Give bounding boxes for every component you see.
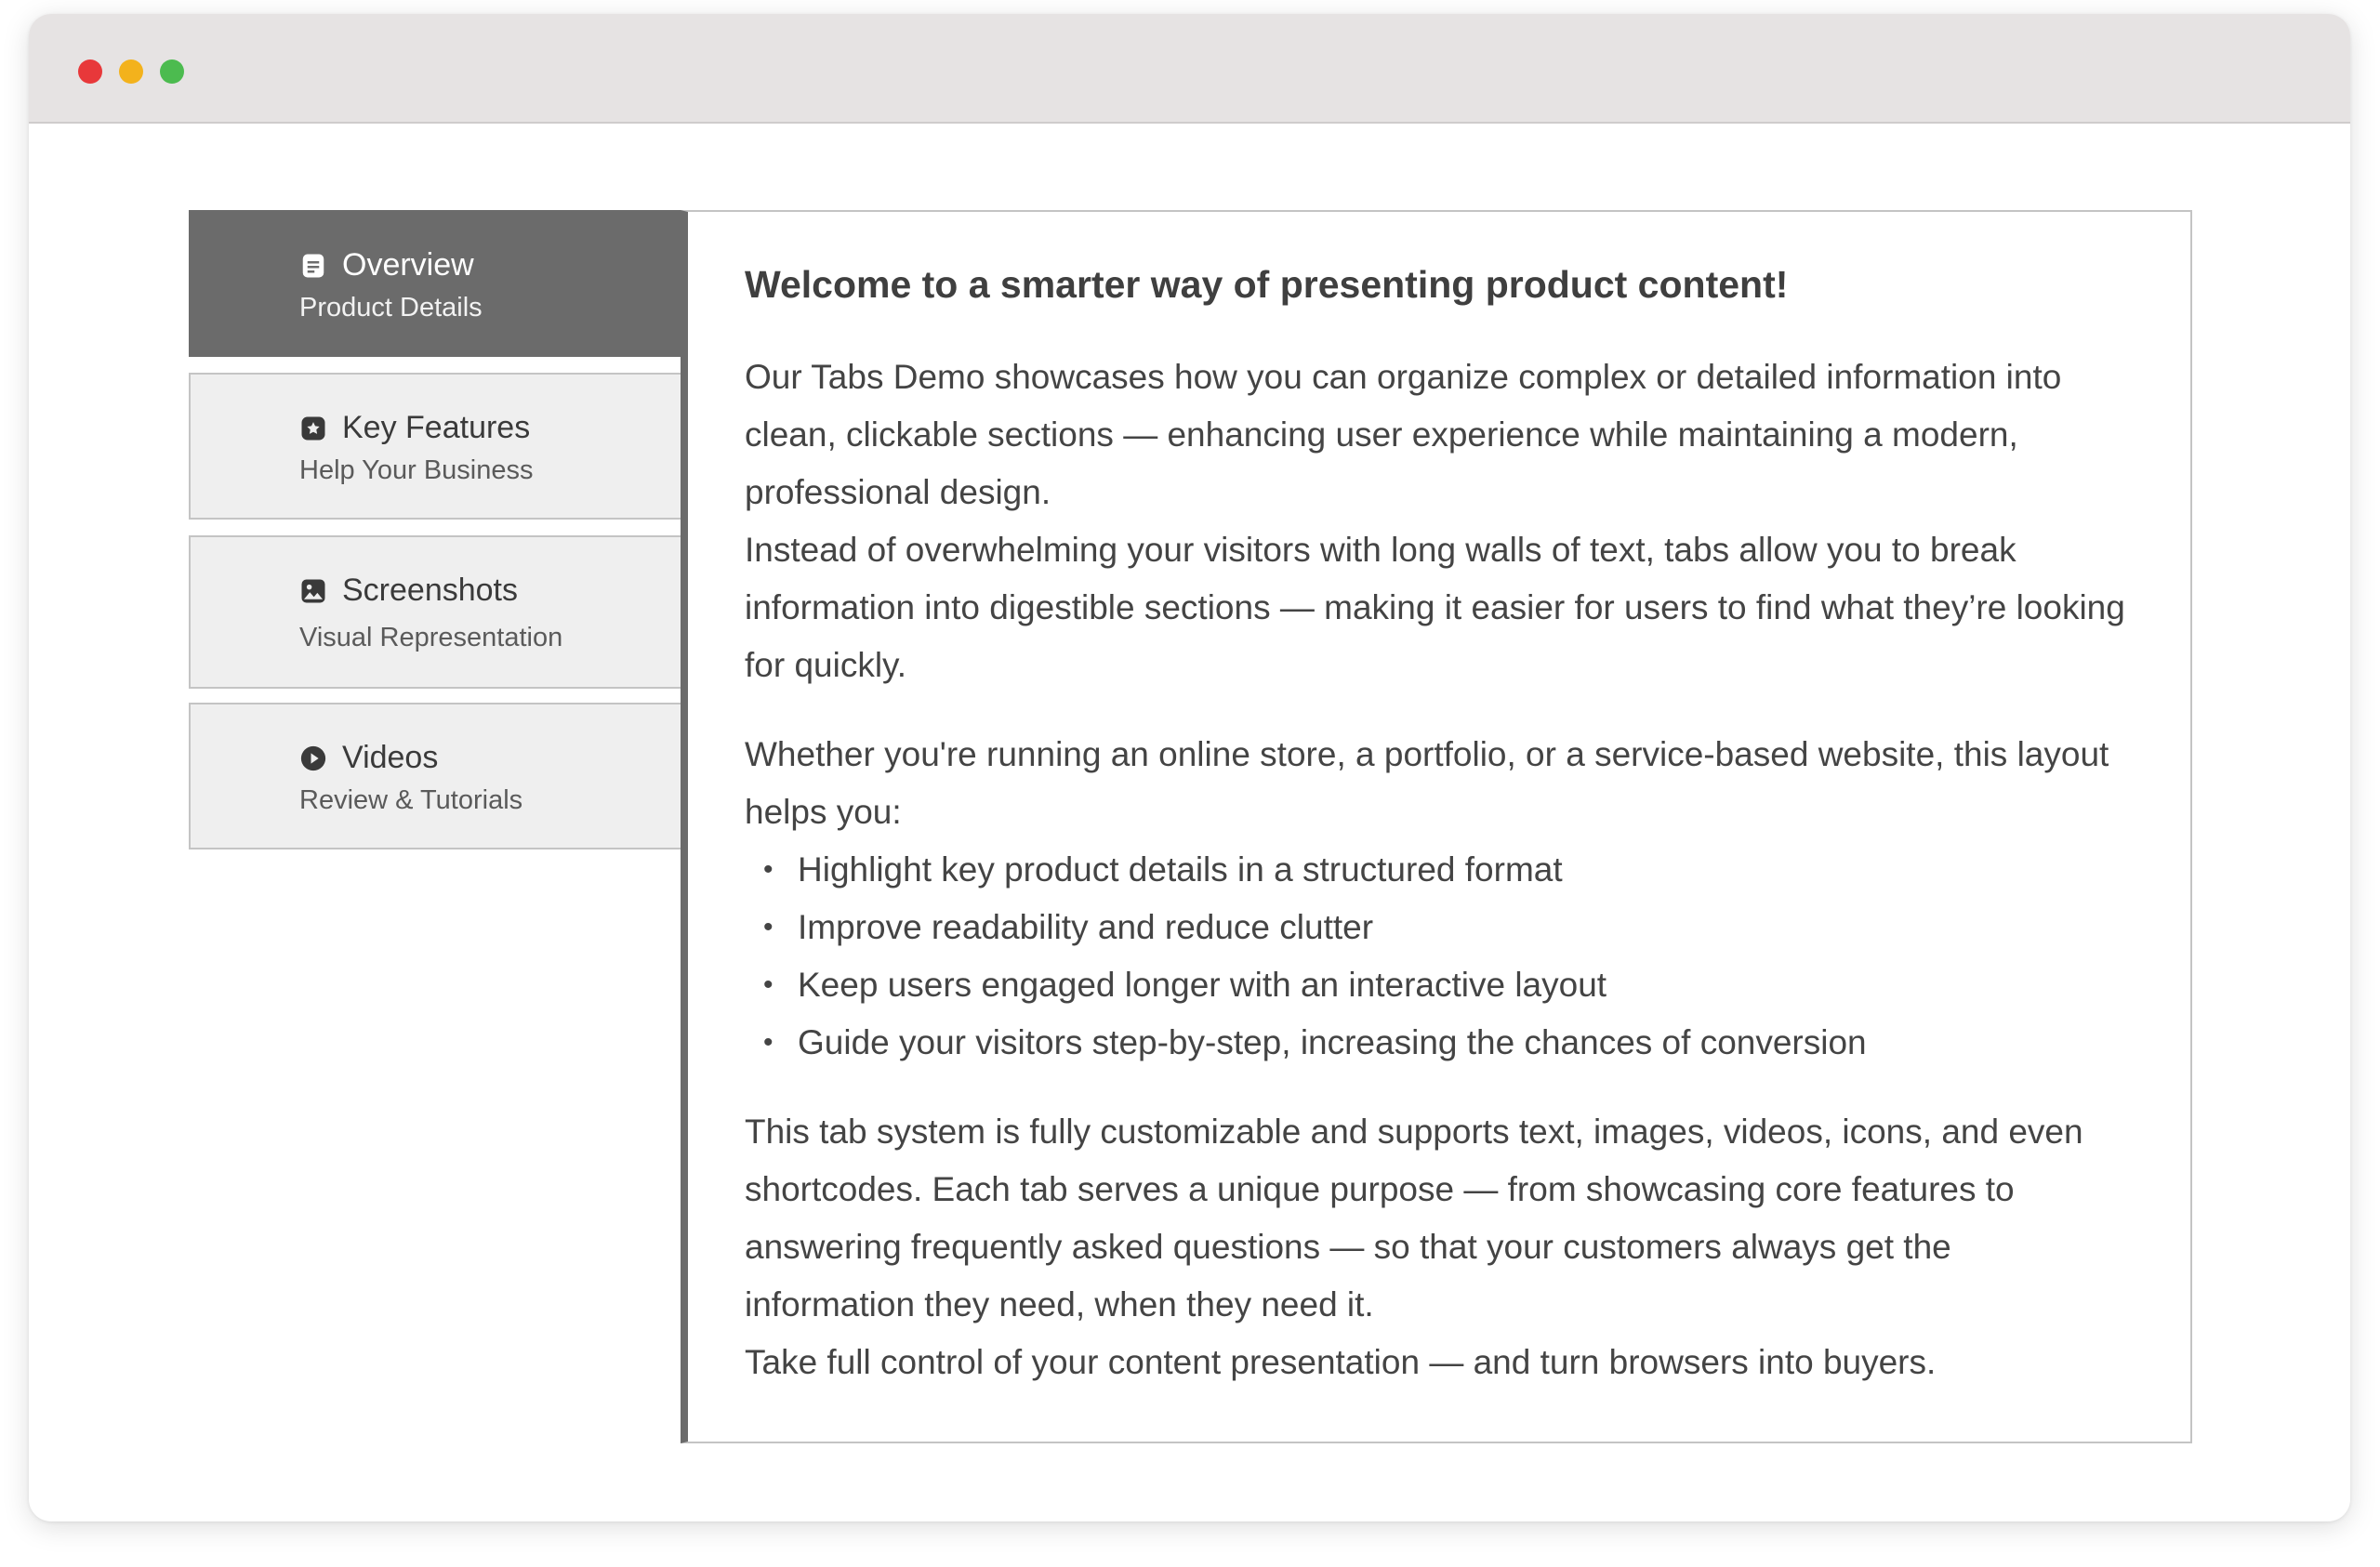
list-item: • Guide your visitors step-by-step, increasing the chances of conversion <box>763 1014 2125 1072</box>
document-icon <box>299 252 327 280</box>
paragraph: Our Tabs Demo showcases how you can organize complex or detailed information into clean, clickable sections — enhancing user experience while maintaining a modern, professional design. <box>745 358 2062 512</box>
benefits-list <box>763 841 2125 1072</box>
paragraph: Take full control of your content presentation — and turn browsers into buyers. <box>745 1343 1937 1382</box>
star-badge-icon <box>299 415 327 442</box>
tab-panel-overview <box>681 210 2192 1443</box>
tab-title: Overview <box>342 247 474 283</box>
tab-overview[interactable] <box>189 210 683 357</box>
tab-videos[interactable] <box>189 703 683 849</box>
tab-title: Key Features <box>342 410 531 445</box>
image-icon <box>299 577 327 605</box>
tab-screenshots[interactable] <box>189 535 683 689</box>
paragraph: Instead of overwhelming your visitors with long walls of text, tabs allow you to break information into digestible sections — making it easier for users to find what they’re looking for quickly. <box>745 531 2125 685</box>
tabs-widget <box>189 210 2192 1443</box>
tab-subtitle: Help Your Business <box>299 455 534 485</box>
paragraph: Whether you're running an online store, a portfolio, or a service-based website, this layout helps you: <box>745 735 2109 832</box>
list-item: • Keep users engaged longer with an interactive layout <box>763 956 2125 1014</box>
play-circle-icon <box>299 744 327 772</box>
minimize-window-button[interactable] <box>119 59 143 84</box>
tab-title: Screenshots <box>342 573 518 608</box>
tab-subtitle: Review & Tutorials <box>299 785 523 815</box>
list-item: • Highlight key product details in a structured format <box>763 841 2125 899</box>
tab-subtitle: Visual Representation <box>299 623 563 652</box>
tab-title: Videos <box>342 740 439 775</box>
tab-key-features[interactable] <box>189 373 683 520</box>
tab-subtitle: Product Details <box>299 293 483 323</box>
paragraph: This tab system is fully customizable and supports text, images, videos, icons, and even shortcodes. Each tab serves a unique purpose — from showcasing core features to answering frequently asked questions — so that your customers always get the information they need, when they need it. <box>745 1113 2083 1324</box>
title-bar <box>29 14 2350 124</box>
close-window-button[interactable] <box>78 59 102 84</box>
list-item: • Improve readability and reduce clutter <box>763 899 2125 956</box>
panel-heading: Welcome to a smarter way of presenting product content! <box>745 263 1789 306</box>
maximize-window-button[interactable] <box>160 59 184 84</box>
